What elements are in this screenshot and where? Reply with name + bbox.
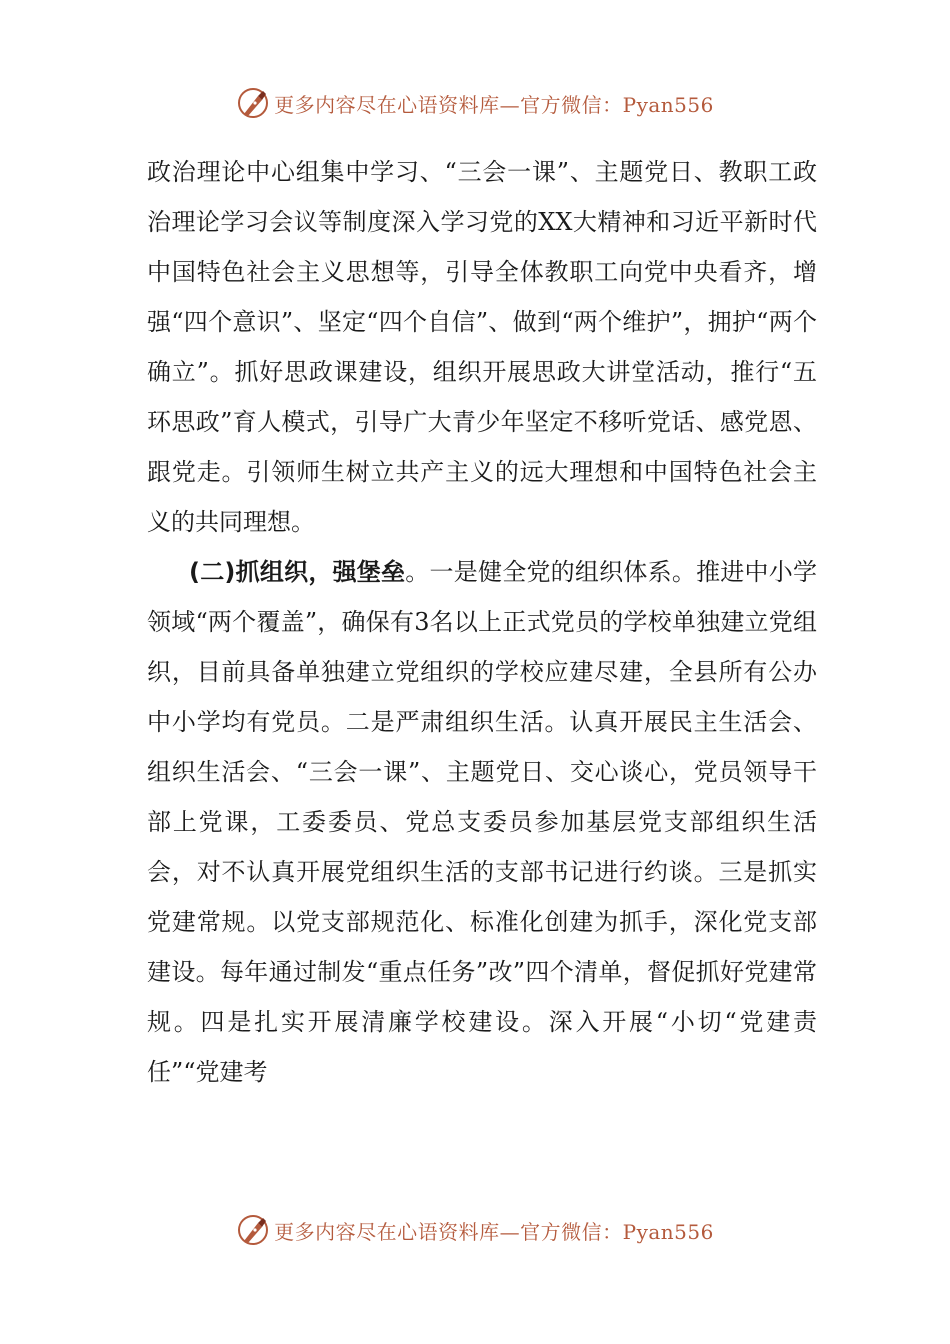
pen-nib-circle-icon xyxy=(236,86,270,120)
paragraph: 政治理论中心组集中学习、“三会一课”、主题党日、教职工政治理论学习会议等制度深入学习党的XX大精神和习近平新时代中国特色社会主义思想等，引导全体教职工向党中央看齐，增强“四个意识”、坚定“四个自信”、做到“两个维护”，拥护“两个确立”。抓好思政课建设，组织开展思政大讲堂活动，推行“五环思政”育人模式，引导广大青少年坚定不移听党话、感党恩、跟党走。引领师生树立共产主义的远大理想和中国特色社会主义的共同理想。 xyxy=(147,158,817,536)
paragraph xyxy=(147,547,817,1097)
footer-watermark-banner xyxy=(0,1210,950,1250)
pen-nib-circle-icon xyxy=(236,1213,270,1247)
section-heading: (二)抓组织，强堡垒 xyxy=(189,558,406,586)
watermark-text: 更多内容尽在心语资料库—官方微信：Pyan556 xyxy=(274,1219,714,1244)
header-watermark-banner xyxy=(0,83,950,123)
document-body xyxy=(147,147,817,1097)
paragraph-text: 。一是健全党的组织体系。推进中小学领域“两个覆盖”，确保有3名以上正式党员的学校单独建立党组织，目前具备单独建立党组织的学校应建尽建，全县所有公办中小学均有党员。二是严肃组织生活。认真开展民主生活会、组织生活会、“三会一课”、主题党日、交心谈心，党员领导干部上党课，工委委员、党总支委员参加基层党支部组织生活会，对不认真开展党组织生活的支部书记进行约谈。三是抓实党建常规。以党支部规范化、标准化创建为抓手，深化党支部建设。每年通过制发“重点任务”改”四个清单，督促抓好党建常规。四是扎实开展清廉学校建设。深入开展“小切“党建责任”“党建考 xyxy=(147,558,818,1086)
watermark-text: 更多内容尽在心语资料库—官方微信：Pyan556 xyxy=(274,92,714,117)
